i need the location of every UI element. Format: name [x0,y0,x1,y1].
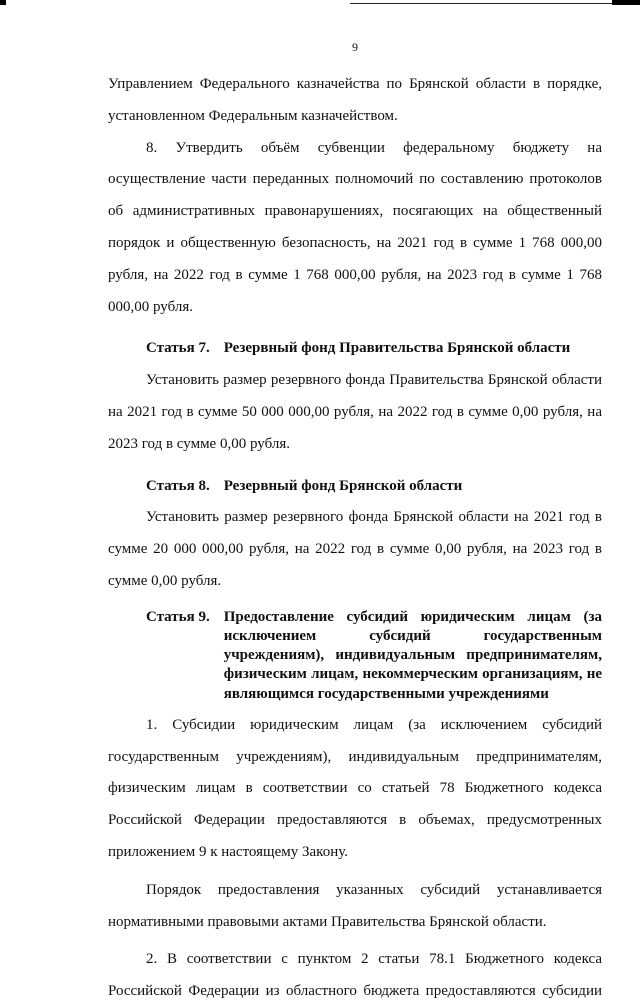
article-8-text: Установить размер резервного фонда Брянской области на 2021 год в сумме 20 000 000,00 рубля, на 2022 год в сумме 0,00 рубля, на 2023 год в сумме 0,00 рубля. [108,509,602,589]
article-9-number: Статья 9. [146,608,210,625]
article-9-heading [108,608,602,704]
article-7-title: Резервный фонд Правительства Брянской области [223,340,571,357]
article-9-paragraph-3: 2. В соответствии с пунктом 2 статьи 78.1 Бюджетного кодекса Российской Федерации из областного бюджета предоставляются субсидии [108,951,602,1000]
document-page [108,40,602,1008]
article-8-heading [108,471,602,503]
page-number: 9 [352,40,358,54]
article-7-number: Статья 7. [146,340,210,357]
paragraph-item-8: 8. Утвердить объём субвенции федеральному бюджету на осуществление части переданных полномочий по составлению протоколов об административных правонарушениях, посягающих на общественный порядок и общественную безопасность, на 2021 год в сумме 1 768 000,00 рубля, на 2022 год в сумме 1 768 000,00 рубля, на 2023 год в сумме 1 768 000,00 рубля. [108,139,602,315]
article-7-text: Установить размер резервного фонда Правительства Брянской области на 2021 год в сумме 50 000 000,00 рубля, на 2022 год в сумме 0,00 рубля, на 2023 год в сумме 0,00 рубля. [108,372,602,452]
article-7-heading [108,333,602,365]
paragraph-continuation: Управлением Федерального казначейства по Брянской области в порядке, установленном Федеральным казначейством. [108,76,602,124]
article-9-paragraph-1: 1. Субсидии юридическим лицам (за исключением субсидий государственным учреждениям), индивидуальным предпринимателям, физическим лицам в соответствии со статьей 78 Бюджетного кодекса Российской Федерации предоставляются в объемах, предусмотренных приложением 9 к настоящему Закону. [108,716,602,860]
scan-mark-right [612,0,640,5]
article-9-title: Предоставление субсидий юридическим лицам (за исключением субсидий государственным учреждениям), индивидуальным предпринимателям, физическим лицам, некоммерческим организациям, не являющимся государственными учреждениями [223,608,602,702]
article-8-title: Резервный фонд Брянской области [223,477,463,494]
article-8-number: Статья 8. [146,477,210,494]
scan-line-top-right [350,3,640,4]
scan-mark-left [0,0,6,5]
article-9-paragraph-2: Порядок предоставления указанных субсидий устанавливается нормативными правовыми актами Правительства Брянской области. [108,881,602,930]
